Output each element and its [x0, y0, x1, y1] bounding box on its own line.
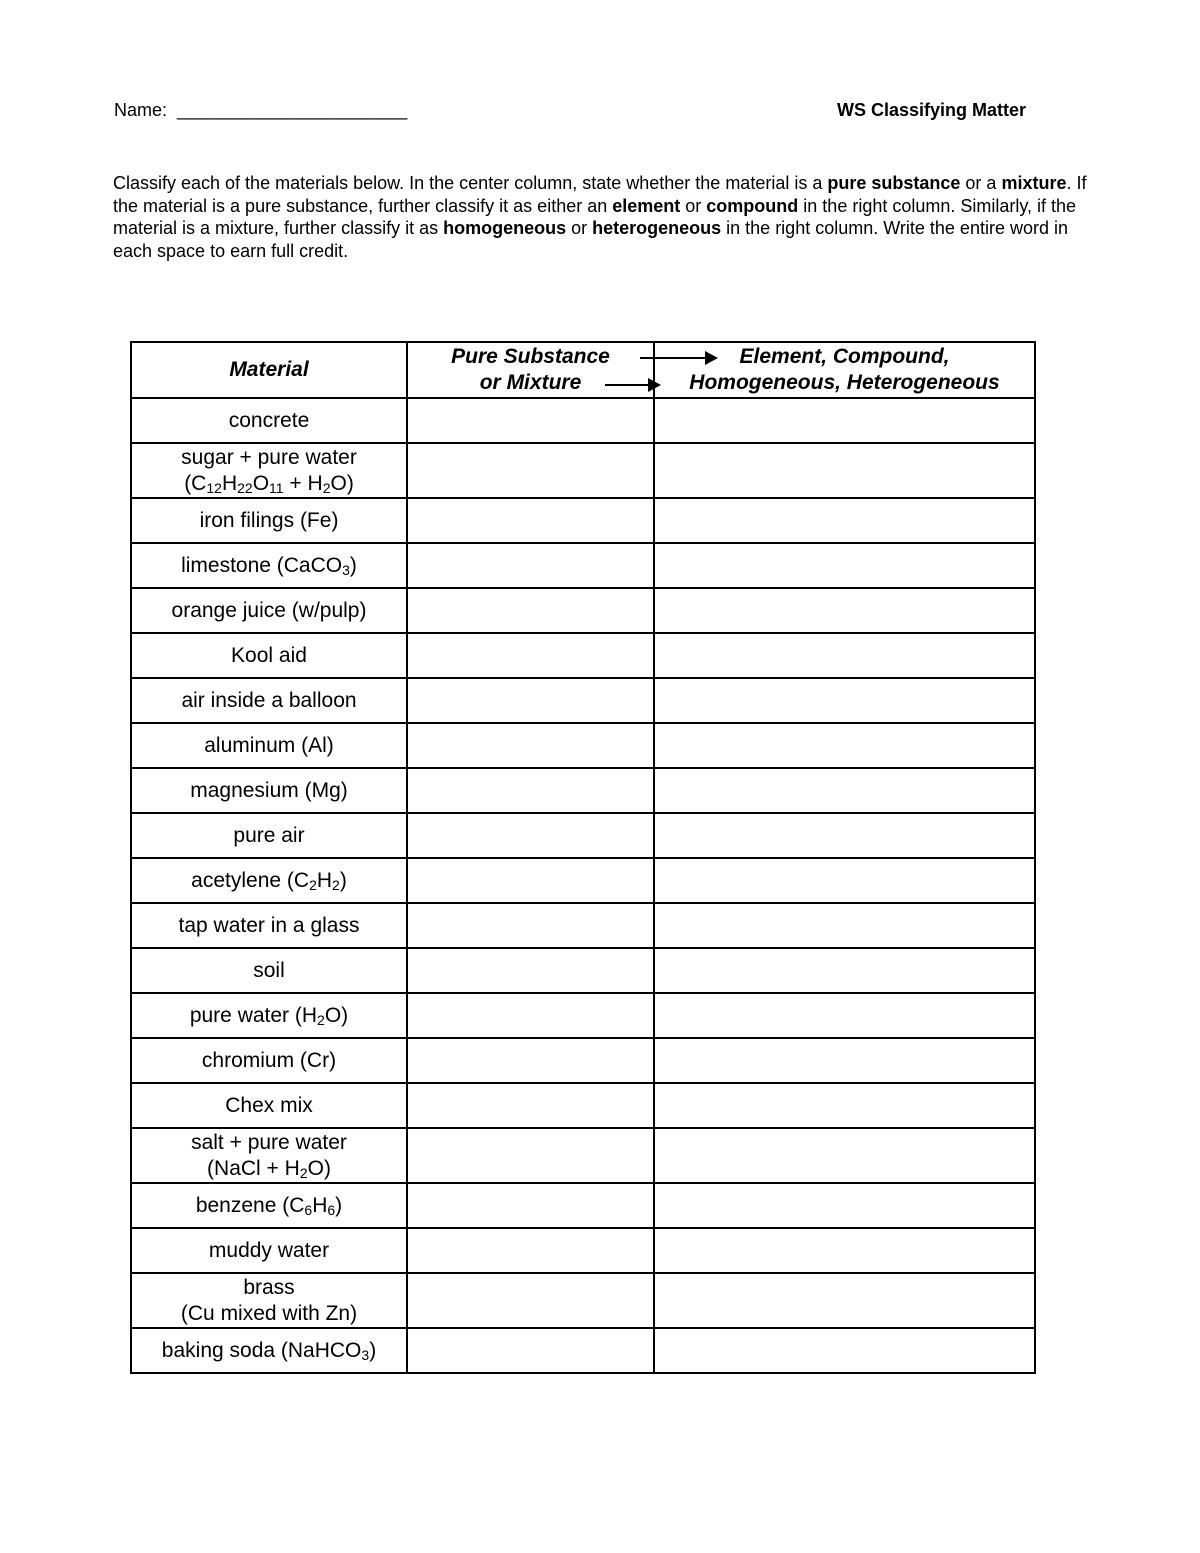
answer-cell-class[interactable]	[654, 1128, 1035, 1183]
answer-cell-class[interactable]	[654, 1328, 1035, 1373]
answer-cell-type[interactable]	[407, 948, 654, 993]
table-row	[131, 1328, 1035, 1373]
material-cell: muddy water	[131, 1228, 407, 1273]
answer-cell-type[interactable]	[407, 768, 654, 813]
term-compound: compound	[706, 195, 799, 216]
arrow-right-icon	[640, 351, 718, 365]
table-row	[131, 723, 1035, 768]
table-row	[131, 543, 1035, 588]
material-cell: pure water $(H_2O)$	[131, 993, 407, 1038]
answer-cell-type[interactable]	[407, 588, 654, 633]
term-homogeneous: homogeneous	[443, 218, 567, 239]
answer-cell-type[interactable]	[407, 993, 654, 1038]
table-row	[131, 398, 1035, 443]
answer-cell-class[interactable]	[654, 1228, 1035, 1273]
material-cell: orange juice (w/pulp)	[131, 588, 407, 633]
answer-cell-type[interactable]	[407, 1328, 654, 1373]
answer-cell-type[interactable]	[407, 858, 654, 903]
material-cell: brass (Cu mixed with Zn)	[131, 1273, 407, 1328]
table-row	[131, 948, 1035, 993]
table-row	[131, 768, 1035, 813]
worksheet-title: WS Classifying Matter	[836, 100, 1026, 120]
answer-cell-class[interactable]	[654, 813, 1035, 858]
answer-cell-class[interactable]	[654, 498, 1035, 543]
answer-cell-class[interactable]	[654, 633, 1035, 678]
table-row	[131, 1083, 1035, 1128]
answer-cell-type[interactable]	[407, 1273, 654, 1328]
name-label: Name:	[114, 100, 168, 120]
table-header-row	[131, 342, 1035, 398]
material-cell: air inside a balloon	[131, 678, 407, 723]
header-classification: Element, Compound, Homogeneous, Heterogeneous	[654, 342, 1035, 398]
material-cell: aluminum (Al)	[131, 723, 407, 768]
answer-cell-type[interactable]	[407, 903, 654, 948]
answer-cell-class[interactable]	[654, 1273, 1035, 1328]
answer-cell-class[interactable]	[654, 443, 1035, 498]
answer-cell-class[interactable]	[654, 398, 1035, 443]
answer-cell-type[interactable]	[407, 723, 654, 768]
answer-cell-type[interactable]	[407, 1183, 654, 1228]
answer-cell-class[interactable]	[654, 543, 1035, 588]
header-pure-substance-or-mixture: Pure Substance or Mixture	[407, 342, 654, 398]
answer-cell-type[interactable]	[407, 498, 654, 543]
classification-table	[130, 341, 1036, 1374]
answer-cell-class[interactable]	[654, 1083, 1035, 1128]
answer-cell-class[interactable]	[654, 588, 1035, 633]
table-row	[131, 1128, 1035, 1183]
arrow-right-icon	[605, 378, 661, 392]
material-cell: chromium (Cr)	[131, 1038, 407, 1083]
answer-cell-type[interactable]	[407, 1083, 654, 1128]
name-field[interactable]	[114, 100, 407, 121]
term-pure-substance: pure substance	[827, 173, 961, 193]
answer-cell-type[interactable]	[407, 1228, 654, 1273]
material-cell: Chex mix	[131, 1083, 407, 1128]
answer-cell-type[interactable]	[407, 813, 654, 858]
material-cell: pure air	[131, 813, 407, 858]
table-row	[131, 588, 1035, 633]
name-blank[interactable]: _______________________	[177, 100, 408, 120]
answer-cell-class[interactable]	[654, 678, 1035, 723]
material-cell: acetylene $(C_2H_2)$	[131, 858, 407, 903]
answer-cell-class[interactable]	[654, 858, 1035, 903]
answer-cell-type[interactable]	[407, 1128, 654, 1183]
material-cell: limestone (CaCO$_3$)	[131, 543, 407, 588]
table-row	[131, 443, 1035, 498]
table-row	[131, 633, 1035, 678]
table-row	[131, 1038, 1035, 1083]
answer-cell-class[interactable]	[654, 1038, 1035, 1083]
answer-cell-type[interactable]	[407, 678, 654, 723]
material-cell: concrete	[131, 398, 407, 443]
material-cell: sugar + pure water $(C_{12}H_{22}O_{11} + H_2O)$	[131, 443, 407, 498]
table-row	[131, 813, 1035, 858]
answer-cell-class[interactable]	[654, 723, 1035, 768]
table-row	[131, 858, 1035, 903]
answer-cell-type[interactable]	[407, 398, 654, 443]
table-row	[131, 993, 1035, 1038]
term-element: element	[612, 195, 681, 216]
table-row	[131, 678, 1035, 723]
material-cell: benzene $(C_6H_6)$	[131, 1183, 407, 1228]
answer-cell-class[interactable]	[654, 993, 1035, 1038]
answer-cell-class[interactable]	[654, 948, 1035, 993]
term-heterogeneous: heterogeneous	[592, 218, 722, 239]
table-row	[131, 1273, 1035, 1328]
table-row	[131, 1228, 1035, 1273]
material-cell: Kool aid	[131, 633, 407, 678]
answer-cell-class[interactable]	[654, 1183, 1035, 1228]
answer-cell-class[interactable]	[654, 903, 1035, 948]
instructions-paragraph: Classify each of the materials below. In the center column, state whether the material is a pure substance or a mixture. If the material is a pure substance, further classify it as either an element or compound in the right column. Similarly, if the material is a mixture, further classify it as homogeneous or heterogeneous in the right column. Write the entire word in each space to earn full credit.	[113, 173, 1087, 262]
material-cell: baking soda (NaHCO$_3$)	[131, 1328, 407, 1373]
material-cell: magnesium (Mg)	[131, 768, 407, 813]
table-row	[131, 1183, 1035, 1228]
material-cell: tap water in a glass	[131, 903, 407, 948]
answer-cell-type[interactable]	[407, 443, 654, 498]
answer-cell-type[interactable]	[407, 543, 654, 588]
table-row	[131, 498, 1035, 543]
answer-cell-type[interactable]	[407, 1038, 654, 1083]
table-row	[131, 903, 1035, 948]
material-cell: salt + pure water (NaCl + $H_2O$)	[131, 1128, 407, 1183]
material-cell: soil	[131, 948, 407, 993]
material-cell: iron filings (Fe)	[131, 498, 407, 543]
header-material: Material	[131, 342, 407, 398]
term-mixture: mixture	[1001, 173, 1067, 193]
answer-cell-class[interactable]	[654, 768, 1035, 813]
answer-cell-type[interactable]	[407, 633, 654, 678]
